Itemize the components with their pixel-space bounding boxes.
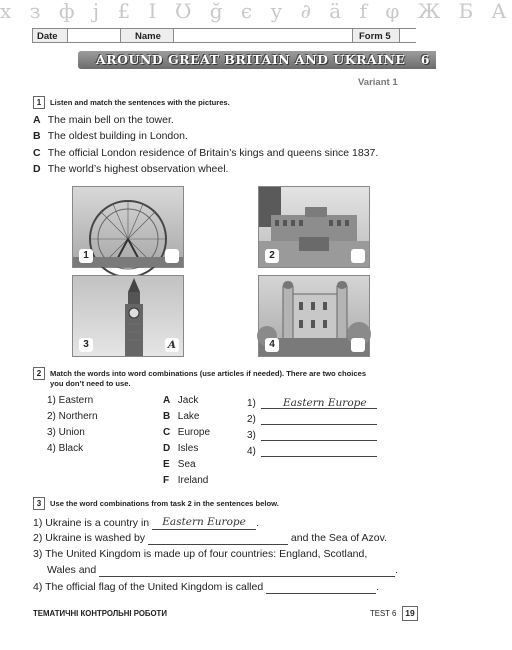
form-field[interactable]: [352, 28, 416, 43]
task3-number: 3: [33, 497, 45, 510]
sentence-letter: B: [33, 130, 41, 142]
task2-answer-row-2[interactable]: 2): [247, 412, 379, 428]
picture-number-label: 3: [79, 338, 93, 352]
answer-blank[interactable]: [99, 564, 395, 577]
date-field[interactable]: [32, 28, 120, 43]
picture-clock-tower: [72, 275, 184, 357]
task1-sentence-c: [33, 147, 378, 160]
right-word: A Jack: [163, 395, 199, 406]
right-word: B Lake: [163, 411, 200, 422]
sentence-text: The world’s highest observation wheel.: [47, 163, 229, 175]
sentence-text: The official London residence of Britain’s kings and queens since 1837.: [47, 147, 379, 159]
picture-number-label: 2: [265, 249, 279, 263]
picture-answer-box[interactable]: A: [165, 338, 179, 352]
left-word: 4) Black: [47, 443, 84, 454]
picture-observation-wheel: [72, 186, 184, 268]
left-word: 3) Union: [47, 427, 85, 438]
page-number: 19: [402, 606, 418, 621]
right-word: F Ireland: [163, 475, 209, 486]
variant-label: Variant 1: [358, 77, 398, 88]
task3-sentence-1: 1) Ukraine is a country in Eastern Europe .: [33, 516, 259, 529]
answer-blank[interactable]: [148, 532, 288, 545]
footer-section-title: ТЕМАТИЧНІ КОНТРОЛЬНІ РОБОТИ: [33, 609, 167, 618]
form-label: Form 5: [359, 31, 391, 42]
task2-right-column: [163, 393, 210, 489]
answer-blank[interactable]: Eastern Europe: [152, 516, 256, 530]
left-word: 1) Eastern: [47, 395, 94, 406]
answer-handwritten: Eastern Europe: [283, 397, 367, 409]
left-word: 2) Northern: [47, 411, 98, 422]
task1-sentence-a: [33, 114, 174, 127]
task2-answer-row-3[interactable]: 3): [247, 428, 379, 444]
sentence-letter: C: [33, 147, 41, 159]
picture-number-label: 1: [79, 249, 93, 263]
task1-number: 1: [33, 96, 45, 109]
picture-answer-box[interactable]: [165, 249, 179, 263]
task1-sentence-d: [33, 163, 228, 176]
footer-test-label: TEST 6: [370, 609, 397, 618]
task3-instruction: Use the word combinations from task 2 in the sentences below.: [50, 499, 279, 508]
picture-tower-of-london: [258, 275, 370, 357]
unit-number: 6: [420, 52, 430, 67]
picture-answer-box[interactable]: [351, 338, 365, 352]
unit-title-banner: [78, 51, 436, 69]
sentence-letter: A: [33, 114, 41, 126]
right-word: C Europe: [163, 427, 211, 438]
picture-palace: [258, 186, 370, 268]
task3-sentence-3-cont: Wales and .: [47, 564, 399, 576]
task3-sentence-3: 3) The United Kingdom is made up of four countries: England, Scotland,: [33, 548, 368, 560]
name-field[interactable]: [120, 28, 352, 43]
picture-answer-box[interactable]: [351, 249, 365, 263]
task2-number: 2: [33, 367, 45, 380]
date-label: Date: [37, 31, 58, 42]
picture-number-label: 4: [265, 338, 279, 352]
sentence-text: The main bell on the tower.: [47, 114, 174, 126]
unit-title: AROUND GREAT BRITAIN AND UKRAINE: [96, 52, 406, 67]
sentence-letter: D: [33, 163, 41, 175]
decorative-letters-strip: x з ф j £ I Ʊ ğ є у ∂ ä f φ Ж Б A: [0, 0, 512, 23]
answer-blank[interactable]: [266, 581, 376, 594]
task2-answer-row-4[interactable]: 4): [247, 444, 379, 460]
right-word: D Isles: [163, 443, 199, 454]
task2-answer-row-1[interactable]: 1) Eastern Europe: [247, 396, 379, 412]
task1-sentence-b: [33, 130, 188, 143]
right-word: E Sea: [163, 459, 196, 470]
task2-instruction-line2: you don’t need to use.: [50, 379, 131, 388]
task1-instruction: Listen and match the sentences with the pictures.: [50, 98, 230, 107]
task3-sentence-4: 4) The official flag of the United Kingdom is called .: [33, 581, 380, 593]
task2-instruction-line1: Match the words into word combinations (use articles if needed). There are two choices: [50, 369, 367, 378]
task3-sentence-2: 2) Ukraine is washed by and the Sea of Azov.: [33, 532, 388, 544]
sentence-text: The oldest building in London.: [47, 130, 188, 142]
task2-left-column: [47, 393, 98, 457]
name-label: Name: [135, 31, 161, 42]
